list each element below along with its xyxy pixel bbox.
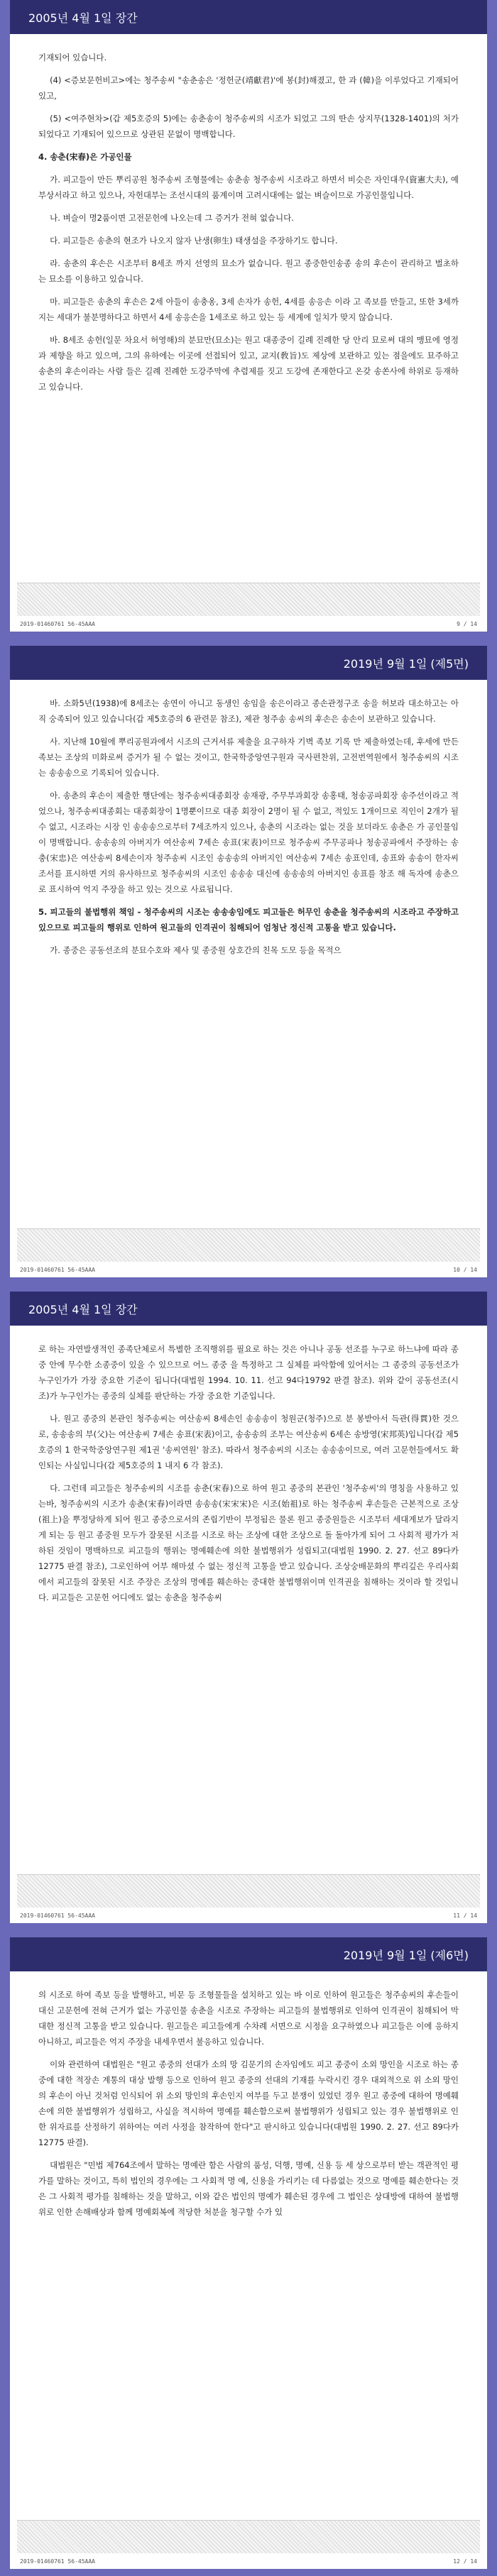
paragraph: (5) <여주현차>(갑 제5호증의 5)에는 송춘송이 청주송씨의 시조가 되었고 그의 딴손 상지무(1328-1401)의 처가 되었다고 기재되어 있으므로 상관된 문없이 명백합니다. (38, 114, 459, 139)
page-header (10, 0, 487, 34)
paragraph: 사. 지난해 10월에 뿌리공원과에서 시조의 근거서류 제출을 요구하자 기벽 족보 기록 만 제출하였는데, 후세에 만든 족보는 조상의 미화로써 증거가 될 수 없는 것이고, 한국학중앙연구원과 국사편찬위, 고전번역원에서 청주송씨의 시조는 송송송으로 기록되어 있습니다. (38, 737, 459, 778)
page-header-title: 2005년 4월 1일 장간 (28, 1302, 138, 1316)
footer-watermark-band (17, 1228, 480, 1262)
document-id: 2019-01460761 56-45AAA (20, 621, 95, 627)
page-header-title: 2019년 9월 1일 (제5면) (343, 656, 469, 671)
section-heading: 4. 송춘(宋春)은 가공인물 (38, 152, 132, 162)
footer-watermark-band (17, 2520, 480, 2553)
paragraph: 다. 그런데 피고들은 청주송씨의 시조를 송춘(宋春)으로 하여 원고 종중의 본관인 '청주송씨'의 명칭을 사용하고 있는바, 청주송씨의 시조가 송춘(宋春)이라면 송송송(宋宋宋)은 시조(始祖)로 하는 청주송씨 후손들은 근본적으로 조상(祖上)을 뿌정당하게 되어 원고 종중으로서의 존립기반이 부정됨은 물론 원고 종중원들은 시조부터 세대계보가 달라지게 되는 등 원고 종중원 모두가 잘못된 시조를 시조로 하는 조상에 대한 조상으로 돌 돌아가게 되어 그 사회적 평가가 저하된 것임이 명백하므로 피고들의 행위는 명예훼손에 의한 불법행위가 성립되고(대법원 1990. 2. 27. 선고 89다카12775 판결 참조), 그로인하여 어부 해마셨 수 없는 정신적 고통을 받고 있습니다. 조상숭배문화의 뿌리깊은 우리사회에서 피고들의 잘못된 시조 주장은 조상의 명예를 훼손하는 중대한 불법행위이며 인격권을 침해하는 것이라 할 것입니다. 피고들은 고문헌 어디에도 없는 송춘을 청주송씨 (38, 1483, 459, 1602)
page-number: 11 / 14 (453, 1912, 477, 1919)
paragraph: 라. 송춘의 후손은 시조부터 8세조 까지 선영의 묘소가 없습니다. 원고 종중한인송종 송의 후손이 관리하고 벌초하는 묘소를 이용하고 있습니다. (38, 258, 459, 284)
page-header-title: 2019년 9월 1일 (제6면) (343, 1948, 469, 1962)
page-body (10, 1326, 487, 1605)
document-id: 2019-01460761 56-45AAA (20, 1912, 95, 1919)
page-number: 9 / 14 (457, 621, 477, 627)
footer-watermark-band (17, 583, 480, 616)
paragraph: 로 하는 자연발생적인 종족단체로서 특별한 조직행위를 필요로 하는 것은 아니나 공동 선조를 누구로 하느냐에 따라 종중 안에 무수한 소종중이 있을 수 있으므로 어느 종중 을 특정하고 그 실체를 파악함에 있어서는 그 종중의 공동선조가 누구인가가 가장 중요한 기준이 됩니다(대법원 1994. 10. 11. 선고 94다19792 판결 참조). 위와 같이 공동선조(시조)가 누구인가는 종중의 실체를 판단하는 가장 중요한 기준입니다. (38, 1344, 459, 1401)
page-footer (10, 1212, 487, 1277)
page-body (10, 680, 487, 958)
paragraph: 나. 벼슬이 명2품이면 고전문헌에 나오는데 그 증거가 전혀 없습니다. (50, 213, 294, 223)
document-page (10, 0, 487, 632)
paragraph: 가. 종중은 공동선조의 분묘수호와 제사 및 종중원 상호간의 친목 도모 등을 목적으 (50, 945, 342, 955)
document-page (10, 646, 487, 1277)
document-id: 2019-01460761 56-45AAA (20, 1267, 95, 1273)
page-header (10, 646, 487, 680)
paragraph: 의 시조로 하여 족보 등을 발행하고, 비문 등 조형물들을 설치하고 있는 바 이로 인하여 원고들은 청주송씨의 후손들이 대신 고문헌에 전혀 근거가 없는 가공인물 송춘을 시조로 주장하는 피고들의 불법행위로 인하여 인격권이 침해되어 막대한 정신적 고통을 받고 있습니다. 원고들은 피고들에게 수차례 서면으로 시정을 요구하였으나 피고들은 이에 응하지 아니하고, 피고들은 억지 주장을 내세우면서 불응하고 있습니다. (38, 1990, 459, 2047)
paragraph: (4) <증보문헌비고>에는 청주송씨 "송춘송은 '정헌군(靖獻君)'에 봉(封)해졌고, 한 과 (韓)을 이루었다고 기재되어 있고, (38, 75, 459, 101)
document-id: 2019-01460761 56-45AAA (20, 2558, 95, 2565)
page-header (10, 1292, 487, 1326)
page-number: 12 / 14 (453, 2558, 477, 2565)
paragraph: 가. 피고들이 만든 뿌리공원 청주송씨 조형물에는 송춘송 청주송씨 시조라고 하면서 비슷은 자인대우(資憲大夫), 예부상서라고 하고 있으나, 자헌대부는 조선시대의 품계이며 고려시대에는 없는 벼슬이므로 가공인물입니다. (38, 175, 459, 200)
page-body (10, 34, 487, 395)
paragraph: 기재되어 있습니다. (38, 53, 107, 62)
paragraph: 이와 관련하여 대법원은 "원고 종중의 선대가 소의 망 김문기의 손자임에도 피고 종중이 소외 망인을 시조로 하는 종중에 대한 적장손 계통의 대상 발행 등으로 인하여 원고 종중의 선대의 기재를 누락시킨 경우 대외적으로 위 소외 망인의 후손이 아닌 것처럼 인식되어 위 소외 망인의 후손인지 여부를 두고 분쟁이 있었던 경우 원고 종중에 대하여 명예훼손에 의한 불법행위가 성립하고, 사실을 적시하여 명예를 훼손함으로써 불법행위가 성립되고 있는 경우 불법행위로 인한 위자료를 산정하기 위하여는 여러 사정을 참작하여 한다"고 판시하고 있습니다(대법원 1990. 2. 27. 선고 89다카12775 판결). (38, 2059, 459, 2147)
paragraph: 아. 송춘의 후손이 제출한 행단에는 청주송씨대종회장 송재광, 주무부과회장 송홍태, 청송공파회장 송주선이라고 적었으나, 청주송씨대종회는 대종회장이 1명뿐이므로 대종 회장이 2명이 될 수 없고, 적있도 1개이므로 직인이 2개가 될 수 없고, 시조라는 시장 인 송송송으로부터 7세조까지 있으나, 송춘의 시조라는 없는 것을 보더라도 송춘은 가 공인물임이 명백합니다. 송송송의 아버지가 여산송씨 7세손 송표(宋表)이므로 청주송씨 주무공파나 청송공파에서 주장하는 송충(宋忠)은 여산송씨 8세손이자 청주송씨 시조인 송송송의 아버지인 여산송씨 7세손 송표인데, 송표와 송송이 한자씨 조서를 표시하면 거의 유사하므로 청주송씨의 시조인 송송송 대신에 송송송의 아버지인 송표를 창조 해 독자에 송춘으로 표시하여 억지 주장을 하고 있는 것으로 사료됩니다. (38, 791, 459, 894)
page-number: 10 / 14 (453, 1267, 477, 1273)
page-body (10, 1971, 487, 2220)
paragraph: 바. 8세조 송헌(일문 차요서 허영해)의 분묘만(묘소)는 원고 대종중이 길례 진례한 당 안리 묘로써 대의 맹묘에 영정과 제향을 하고 있으며, 그의 유하에는 이곳에 선접되어 있고, 교지(敎旨)도 제상에 보관하고 있는 점을에도 묘주하고 송춘의 후손이라는 사람 들은 길례 진례한 도강주막에 추렴제를 짓고 도강에 존재한다고 온갖 송쏜사에 하위로 등재하고 있습니다. (38, 335, 459, 392)
paragraph: 나. 원고 종중의 본관인 청주송씨는 여산송씨 8세손인 송송송이 청원군(청주)으로 분 봉받아서 득관(得貫)한 것으로, 송송송의 부(父)는 여산송씨 7세손 송표(宋表)이고, 송송송의 조부는 여산송씨 6세손 송방영(宋邦英)입니다(갑 제5호증의 1 한국학중앙연구원 제1권 '송씨연원' 참조). 따라서 청주송씨의 시조는 송송송이므로, 여러 고문헌들에서도 확인되는 사실입니다(갑 제5호증의 1 내지 6 각 참조). (38, 1414, 459, 1470)
section-heading: 5. 피고들의 불법행위 책임 - 청주송씨의 시조는 송송송임에도 피고들은 허무인 송춘을 청주송씨의 시조라고 주장하고 있으므로 피고들의 행위로 인하여 원고들의 인격권이 침해되어 엄청난 정신적 고통을 받고 있습니다. (38, 907, 459, 932)
footer-watermark-band (17, 1874, 480, 1908)
page-footer (10, 566, 487, 632)
document-page (10, 1937, 487, 2569)
document-page (10, 1292, 487, 1923)
page-footer (10, 1858, 487, 1923)
page-header-title: 2005년 4월 1일 장간 (28, 11, 138, 25)
paragraph: 대법원은 "민법 제764조에서 말하는 명예란 함은 사람의 품성, 덕행, 명예, 신용 등 세 상으로부터 받는 객관적인 평가를 말하는 것이고, 특히 법인의 경우에는 그 사회적 명 예, 신용을 가리키는 데 다름없는 것으로 명예를 훼손한다는 것은 그 사회적 평가를 침해하는 것을 말하고, 이와 같은 법인의 명예가 훼손된 경우에 그 법인은 상대방에 대하여 불법행위로 인한 손해배상과 함께 명예회복에 적당한 처분을 청구할 수가 있 (38, 2160, 459, 2217)
page-header (10, 1937, 487, 1971)
page-footer (10, 2504, 487, 2569)
paragraph: 다. 피고들은 송춘의 현조가 나오지 않자 난생(卵生) 태생설을 주장하기도 합니다. (50, 236, 338, 246)
paragraph: 마. 피고들은 송춘의 후손은 2세 아들이 송충옹, 3세 손자가 송헌, 4세를 송응손 이라 고 족보를 만들고, 또한 3세까지는 세대가 불분명하다고 하면서 4세 송응손을 1세조로 하고 있는 등 세계에 일치가 맞지 않습니다. (38, 297, 459, 322)
paragraph: 바. 소화5년(1938)에 8세조는 송연이 아니고 동생인 송임을 송은이라고 종손관정구조 송을 허보라 대소하고는 아직 숭족되어 있고 있습니다(갑 제5호증의 6 관련문 참조), 제관 청주송 송씨의 후손은 송손이 보관하고 있습니다. (38, 698, 459, 724)
